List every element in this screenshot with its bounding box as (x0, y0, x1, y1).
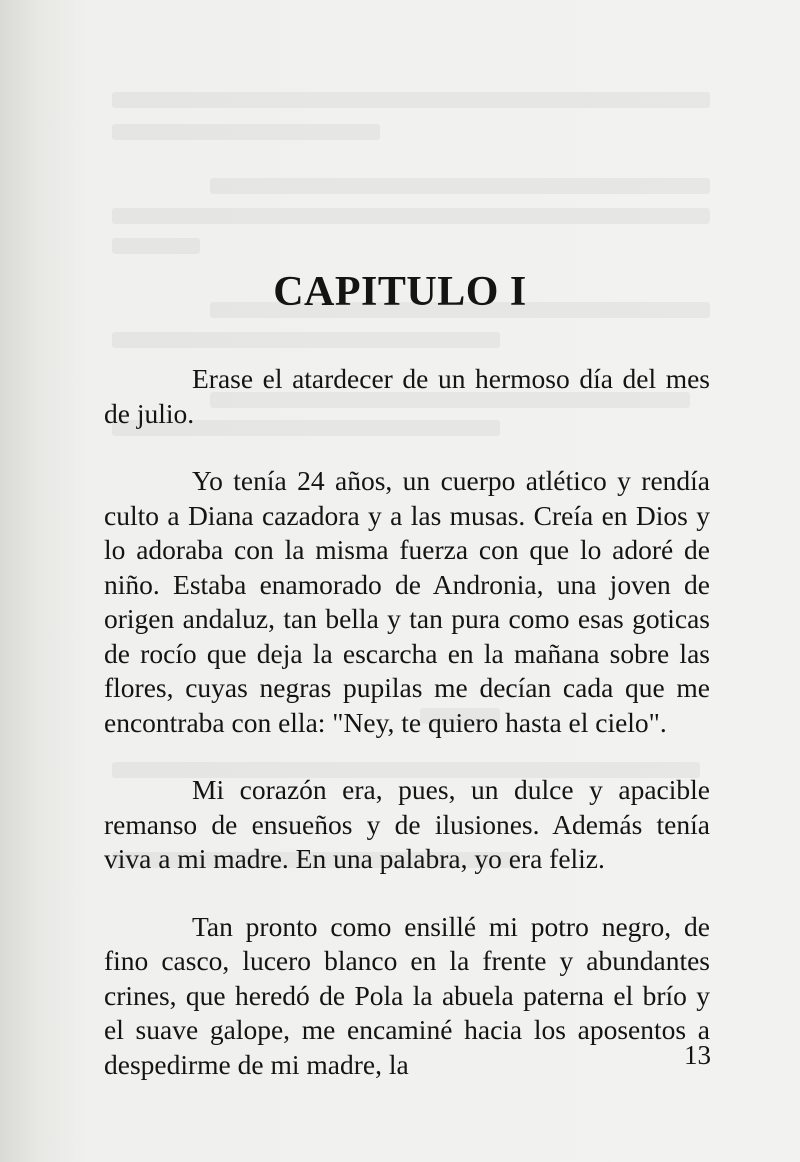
chapter-title: CAPITULO I (273, 269, 527, 315)
paragraph-2: Yo tenía 24 años, un cuerpo atlético y rendía culto a Diana cazadora y a las musas. Creía en Dios y lo adoraba con la misma fuerza con que lo adoré de niño. Estaba enamorado de Andronia, una joven de origen andaluz, tan bella y tan pura como esas goticas de rocío que deja la escarcha en la mañana sobre las flores, cuyas negras pupilas me decían cada que me encontraba con ella: "Ney, te quiero hasta el cielo". (104, 465, 710, 738)
body-text (104, 362, 710, 1115)
paragraph-4: Tan pronto como ensillé mi potro negro, de fino casco, lucero blanco en la frente y abundantes crines, que heredó de Pola la abuela paterna el brío y el suave galope, me encaminé hacia los aposentos a despedirme de mi madre, la (104, 910, 710, 1080)
page-number: 13 (684, 1040, 711, 1070)
paragraph-1: Erase el atardecer de un hermoso día del mes de julio. (104, 363, 710, 429)
paragraph-3: Mi corazón era, pues, un dulce y apacible remanso de ensueños y de ilusiones. Además tenía viva a mi madre. En una palabra, yo era feliz. (104, 774, 710, 874)
